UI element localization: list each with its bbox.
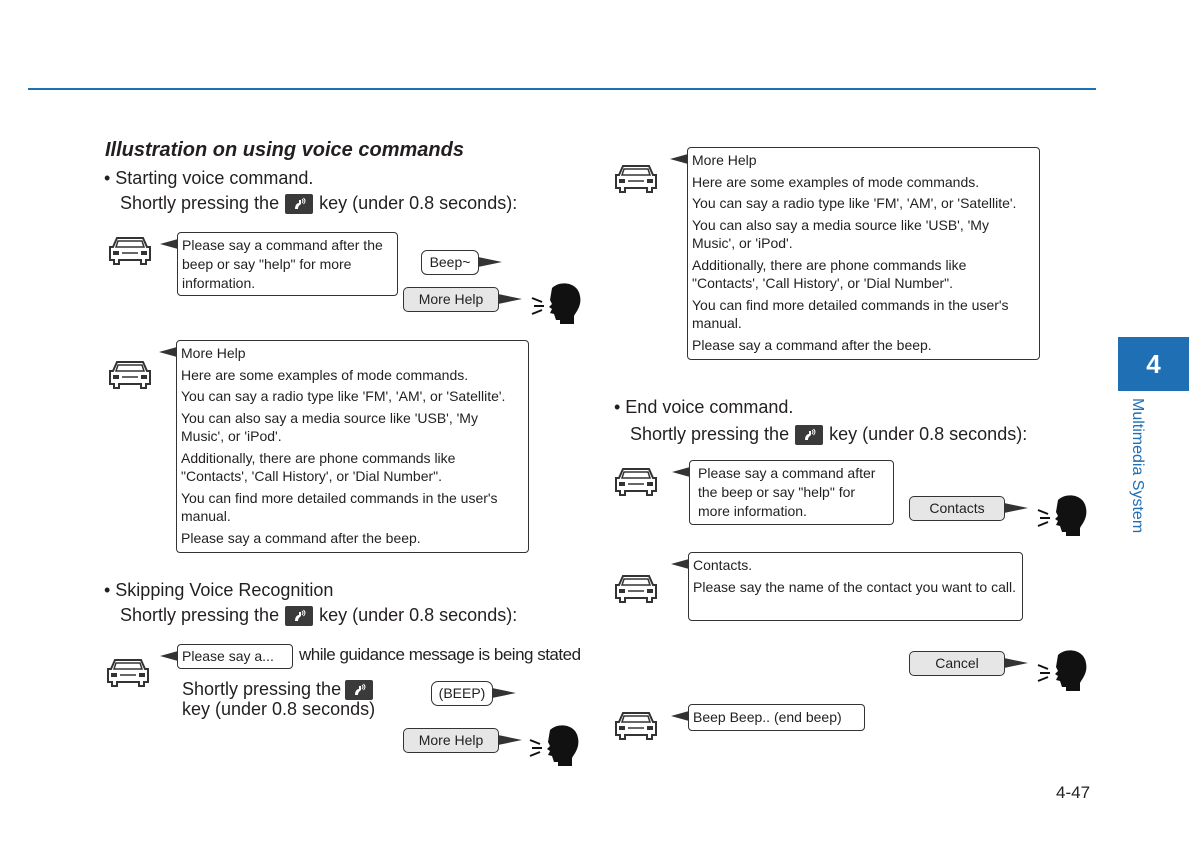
page-number: 4-47: [1056, 783, 1091, 802]
car-icon: [614, 162, 658, 194]
end-system-text: Please say a command after the beep or say "help" for more information.: [698, 465, 876, 519]
car-icon: [614, 709, 658, 741]
more-help-line: Additionally, there are phone commands like "Contacts', 'Call History', or 'Dial Number".: [181, 449, 456, 484]
contacts-bubble: [688, 552, 1023, 621]
end-press-after: key (under 0.8 seconds):: [829, 424, 1028, 444]
start-system-bubble: [177, 232, 398, 296]
skip-press2-before: Shortly pressing the: [182, 679, 342, 699]
more-help-line: You can also say a media source like 'USB', 'My Music', or 'iPod'.: [181, 409, 478, 444]
cancel-reply: Cancel: [909, 651, 1005, 676]
contacts-line1: Contacts.: [693, 557, 753, 573]
end-system-bubble: [689, 460, 894, 525]
speaker-head-icon: [530, 280, 582, 326]
car-icon: [108, 234, 152, 266]
more-help-line: More Help: [181, 345, 246, 361]
more-help-line: You can also say a media source like 'USB', 'My Music', or 'iPod'.: [692, 216, 989, 251]
more-help-line: Here are some examples of mode commands.: [692, 173, 980, 190]
end-user-reply: Contacts: [909, 496, 1005, 521]
left-more-help-bubble: [176, 340, 529, 553]
more-help-line: You can say a radio type like 'FM', 'AM', or 'Satellite'.: [181, 388, 506, 404]
end-press-before: Shortly pressing the: [630, 424, 790, 444]
contacts-line2: Please say the name of the contact you want to call.: [693, 579, 1016, 595]
start-system-text: Please say a command after the beep or say "help" for more information.: [182, 237, 383, 291]
more-help-line: Additionally, there are phone commands like "Contacts', 'Call History', or 'Dial Number".: [692, 256, 967, 291]
right-more-help-bubble: [687, 147, 1040, 360]
voice-key-icon: [345, 680, 373, 700]
skip-press-before: Shortly pressing the: [120, 605, 280, 625]
more-help-line: Here are some examples of mode commands.: [181, 366, 469, 383]
speaker-head-icon: [1036, 492, 1088, 538]
chapter-label: Multimedia System: [1129, 398, 1146, 534]
speaker-head-icon: [1036, 647, 1088, 693]
voice-key-icon: [285, 194, 313, 214]
voice-key-icon: [285, 606, 313, 626]
section-title: Illustration on using voice commands: [105, 139, 464, 161]
skip-system-bubble: [177, 644, 293, 669]
skip-press2-after: key (under 0.8 seconds): [182, 699, 376, 719]
skip-press-after: key (under 0.8 seconds):: [319, 605, 518, 625]
start-press-before: Shortly pressing the: [120, 193, 280, 213]
car-icon: [108, 358, 152, 390]
end-beep-bubble: [688, 704, 865, 731]
end-press-line: [630, 424, 1027, 445]
skip-guidance-note: while guidance message is being stated: [299, 645, 581, 664]
start-bullet: • Starting voice command.: [104, 168, 314, 188]
more-help-line: More Help: [692, 152, 757, 168]
skip-system-text: Please say a...: [182, 648, 274, 664]
end-beep-text: Beep Beep.. (end beep): [693, 709, 842, 725]
more-help-line: You can find more detailed commands in the user's manual.: [181, 489, 498, 524]
more-help-line: Please say a command after the beep.: [181, 529, 421, 546]
car-icon: [106, 656, 150, 688]
start-press-after: key (under 0.8 seconds):: [319, 193, 518, 213]
start-user-reply: More Help: [403, 287, 499, 312]
header-rule: [28, 88, 1096, 90]
speaker-head-icon: [528, 722, 580, 768]
start-press-line: [120, 193, 517, 214]
end-bullet: • End voice command.: [614, 397, 794, 417]
chapter-number-tab: 4: [1118, 337, 1189, 391]
skip-press-line: [120, 605, 517, 626]
more-help-line: You can find more detailed commands in the user's manual.: [692, 296, 1009, 331]
skip-user-reply: More Help: [403, 728, 499, 753]
voice-key-icon: [795, 425, 823, 445]
more-help-line: You can say a radio type like 'FM', 'AM', or 'Satellite'.: [692, 195, 1017, 211]
more-help-line: Please say a command after the beep.: [692, 336, 932, 353]
skip-bullet: • Skipping Voice Recognition: [104, 580, 334, 600]
skip-press2-line: [182, 679, 379, 700]
skip-beep-bubble: (BEEP): [431, 681, 493, 706]
car-icon: [614, 465, 658, 497]
car-icon: [614, 572, 658, 604]
start-beep-bubble: Beep~: [421, 250, 479, 275]
